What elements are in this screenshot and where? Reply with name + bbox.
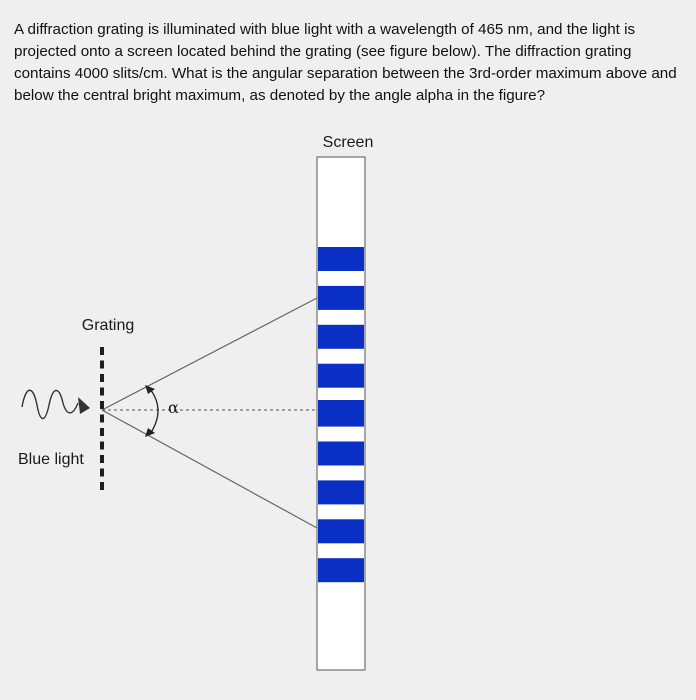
- grating-slit: [100, 482, 104, 490]
- arc-arrow-top-icon: [145, 385, 155, 394]
- fringe-pattern: [318, 247, 364, 582]
- grating-slit: [100, 388, 104, 396]
- grating-slit: [100, 347, 104, 355]
- wave-arrow-icon: [78, 397, 90, 414]
- grating-slit: [100, 455, 104, 463]
- angle-alpha-label: α: [168, 398, 179, 417]
- blue-light-label: Blue light: [18, 451, 84, 468]
- grating: [100, 347, 104, 490]
- fringe-bar: [318, 480, 364, 504]
- fringe-bar: [318, 364, 364, 388]
- fringe-bar: [318, 286, 364, 310]
- fringe-bar: [318, 519, 364, 543]
- central-fringe: [318, 400, 364, 420]
- lower-ray: [102, 410, 317, 528]
- fringe-bar: [318, 247, 364, 271]
- grating-slit: [100, 401, 104, 409]
- screen-label: Screen: [322, 134, 374, 151]
- grating-slit: [100, 469, 104, 477]
- fringe-bar: [318, 442, 364, 466]
- fringe-bar: [318, 325, 364, 349]
- upper-ray: [102, 298, 317, 410]
- question-text: A diffraction grating is illuminated with blue light with a wavelength of 465 nm, and the light is projected onto a screen located behind the grating (see figure below). The diffraction grating contains 4000 slits/cm. What is the angular separation between the 3rd-order maximum above and below the central bright maximum, as denoted by the angle alpha in the figure?: [14, 21, 677, 104]
- angle-arc: [150, 389, 158, 434]
- grating-slit: [100, 415, 104, 423]
- grating-slit: [100, 428, 104, 436]
- light-wave-icon: [22, 390, 78, 418]
- grating-slit: [100, 361, 104, 369]
- grating-slit: [100, 374, 104, 382]
- grating-label: Grating: [81, 317, 135, 334]
- fringe-bar: [318, 558, 364, 582]
- grating-slit: [100, 442, 104, 450]
